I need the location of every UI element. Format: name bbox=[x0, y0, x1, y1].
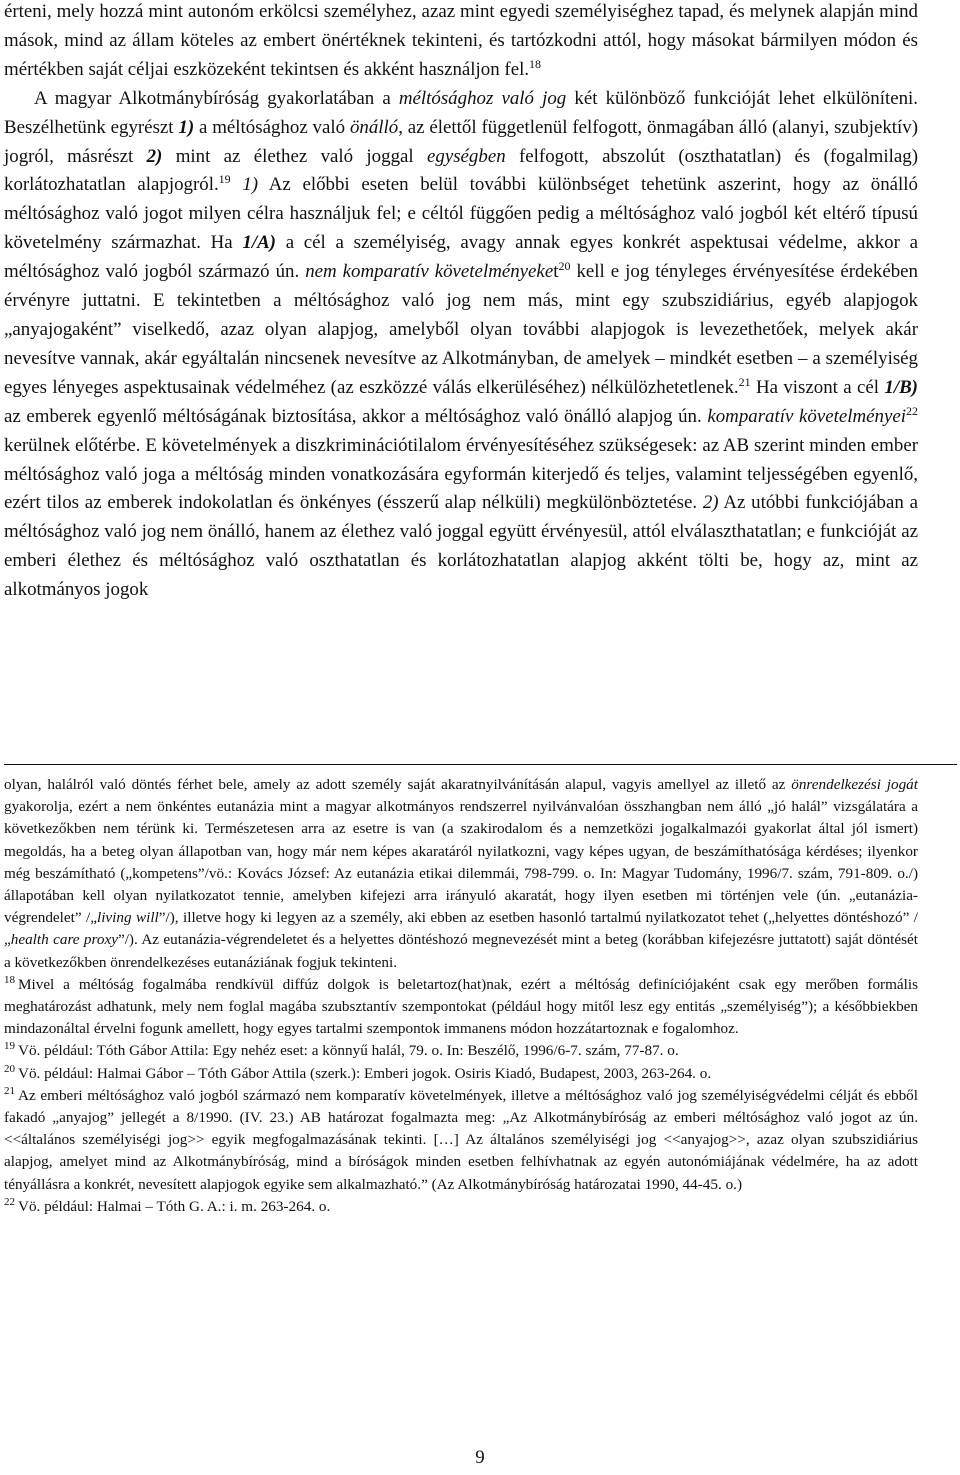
italic-run: önrendelkezési jogát bbox=[791, 776, 918, 793]
italic-run: komparatív követelményei bbox=[707, 405, 906, 427]
footnote-reference: 20 bbox=[4, 1062, 15, 1075]
text-run: ”/). Az eutanázia-végrendeletet és a helyettes döntéshozó megnevezését mint a beteg (korábban kifejezésre juttatott) saját döntését a következőkben önrendelkezéses eutanáziának fogjuk tekinteni. bbox=[4, 931, 919, 971]
page-number: 9 bbox=[475, 1447, 485, 1468]
text-run: kerülnek előtérbe. E követelmények a diszkriminációtilalom érvényesítéséhez szükségesek: az AB szerint minden ember méltósághoz való joga a méltóság minden vonatkozására egyformán kiterjedő és teljes, valamint teljességében egyenlő, ezért tilos az emberek indokolatlan és önkényes (ésszerű alap nélküli) megkülönböztetése. bbox=[4, 434, 918, 514]
footnote-20 bbox=[4, 1063, 918, 1085]
footnote-17-continuation bbox=[4, 774, 918, 974]
text-run bbox=[231, 174, 243, 195]
text-run: A magyar Alkotmánybíróság gyakorlatában a bbox=[34, 87, 399, 109]
footnote-reference: 21 bbox=[738, 374, 751, 389]
footnote-reference: 22 bbox=[906, 403, 918, 418]
footnote-reference: 18 bbox=[529, 56, 542, 71]
bold-italic-run: 1) bbox=[178, 116, 195, 138]
text-run: mint az élethez való joggal bbox=[162, 145, 427, 167]
text-run: Vö. például: Halmai – Tóth G. A.: i. m. 263-264. o. bbox=[18, 1197, 331, 1215]
text-run: a méltósághoz való bbox=[194, 116, 350, 138]
italic-run: 2) bbox=[702, 492, 719, 514]
footnote-reference: 18 bbox=[4, 973, 15, 986]
text-run: két különböző funkcióját lehet elkülöníteni. Beszélhetünk egyrészt bbox=[4, 87, 919, 138]
footnotes bbox=[4, 774, 918, 1218]
text-run: Az utóbbi funkciójában a méltósághoz való jog nem önálló, hanem az élethez való joggal együtt érvényesül, attól elválaszthatatlan; e funkcióját az emberi élethez és méltósághoz való oszthatatlan és korlátozhatatlan alapjog akként tölti be, hogy az, mint az alkotmányos jogok bbox=[4, 492, 918, 601]
italic-run: méltósághoz való jog bbox=[398, 87, 567, 109]
footnote-reference: 19 bbox=[4, 1040, 15, 1053]
footnote-separator bbox=[4, 764, 957, 765]
text-run: Ha viszont a cél bbox=[750, 376, 885, 398]
bold-italic-run: 1/B) bbox=[884, 376, 918, 398]
footnote-21 bbox=[4, 1085, 918, 1196]
footnote-reference: 22 bbox=[4, 1195, 15, 1208]
footnote-reference: 19 bbox=[218, 172, 231, 187]
text-run: Az előbbi eseten belül további különbséget tehetünk aszerint, hogy az önálló méltósághoz való jogot milyen célra használjuk fel; e céltól függően pedig a méltósághoz való jogból két eltérő típusú követelmény származhat. Ha bbox=[4, 174, 918, 254]
italic-run: egységben bbox=[426, 145, 506, 167]
text-run: t bbox=[553, 261, 559, 283]
paragraph-2 bbox=[4, 85, 918, 605]
italic-run: health care proxy bbox=[10, 931, 118, 949]
footnote-18 bbox=[4, 974, 918, 1041]
text-run: Mivel a méltóság fogalmába rendkívül diffúz dolgok is beletartoz(hat)nak, ezért a méltóság definíciójaként csak egy merőben formális meghatározást adhatunk, mely nem foglal magába szubsztantív szempontokat (például hogy mitől lesz egy entitás „személyiség”); a későbbiekben mindazonáltal érvelni fogunk amellett, hogy egyes tartalmi szempontok immanens módon hozzátartoznak e fogalomhoz. bbox=[4, 975, 918, 1038]
text-run: ”/), illetve hogy ki legyen az a személy, aki ebben az esetben hasonló tartalmú nyilatkozatot tehet („helyettes döntéshozó” /„ bbox=[4, 909, 919, 949]
bold-italic-run: 1/A) bbox=[242, 232, 276, 254]
italic-run: 1) bbox=[242, 174, 259, 196]
paragraph-1 bbox=[4, 0, 918, 85]
footnote-reference: 21 bbox=[4, 1084, 15, 1097]
text-run: felfogott, abszolút (oszthatatlan) és (fogalmilag) korlátozhatatlan alapjogról. bbox=[4, 145, 918, 196]
main-text bbox=[4, 0, 918, 605]
italic-run: living will bbox=[96, 909, 159, 927]
text-run: Vö. például: Tóth Gábor Attila: Egy nehéz eset: a könnyű halál, 79. o. In: Beszélő, 1996/6-7. szám, 77-87. o. bbox=[18, 1042, 679, 1060]
italic-run: önálló bbox=[349, 116, 399, 138]
text-run: az emberek egyenlő méltóságának biztosítása, akkor a méltósághoz való önálló alapjog ún. bbox=[4, 405, 708, 427]
text-run: olyan, halálról való döntés férhet bele, amely az adott személy saját akaratnyilvánításán alapul, vagyis amellyel az illető az bbox=[4, 776, 792, 793]
bold-italic-run: 2) bbox=[146, 145, 163, 167]
text-run: gyakorolja, ezért a nem önkéntes eutanázia mint a magyar alkotmányos rendszerrel nyilvánvalóan összhangban nem álló „jó halál” vizsgálatára a következőkben nem térünk ki. Természetesen arra az esetre is van (a szakirodalom és a nemzetközi jogalkalmazói gyakorlat által jól ismert) megoldás, ha a beteg olyan állapotban van, hogy már nem képes akaratáról nyilatkozni, vagy képes ugyan, de beszámíthatósága kérdéses; ilyenkor még beszámítható („kompetens”/vö.: Kovács József: Az eutanázia etikai dilemmái, 798-799. o. In: Magyar Tudomány, 1996/7. szám, 791-809. o./) állapotában kell olyan nyilatkozatot tennie, amelyben kifejezi arra irányuló akaratát, hogy ilyen esetben mi történjen vele (ún. „eutanázia-végrendelet” /„ bbox=[4, 798, 918, 927]
text-run: Az emberi méltósághoz való jogból származó nem komparatív követelmények, illetve a méltósághoz való jog személyiségvédelmi célját és ebből fakadó „anyajog” jellegét a 8/1990. (IV. 23.) AB határozat fogalmazta meg: „Az Alkotmánybíróság az emberi méltósághoz való jogot az ún. <<általános személyiségi jog>> egyik megfogalmazásának tekinti. […] Az általános személyiségi jog <<anyajog>>, azaz olyan szubszidiárius alapjog, amelyet mind az Alkotmánybíróság, mind a bíróságok minden esetben felhívhatnak az egyén autonómiájának védelmére, ha az adott tényállásra a konkrét, nevesített alapjogok egyike sem alkalmazható.” (Az Alkotmánybíróság határozatai 1990, 44-45. o.) bbox=[4, 1086, 918, 1193]
text-run: kell e jog tényleges érvényesítése érdekében érvényre juttatni. E tekintetben a méltósághoz való jog nem más, mint egy szubszidiárius, egyéb alapjogok „anyajogaként” viselkedő, azaz olyan alapjog, amelyből olyan további alapjogok is levezethetőek, melyek akár nevesítve vannak, akár egyáltalán nincsenek nevesítve az Alkotmányban, de amelyek – mindkét esetben – a személyiség egyes lényeges aspektusainak védelméhez (az eszközzé válás elkerüléséhez) nélkülözhetetlenek. bbox=[4, 261, 918, 398]
footnote-reference: 20 bbox=[558, 259, 571, 274]
text-run: , az élettől függetlenül felfogott, önmagában álló (alanyi, szubjektív) jogról, másrészt bbox=[4, 116, 919, 167]
italic-run: nem komparatív követelményeke bbox=[305, 261, 554, 283]
footnote-19 bbox=[4, 1040, 918, 1062]
text-run: Vö. például: Halmai Gábor – Tóth Gábor Attila (szerk.): Emberi jogok. Osiris Kiadó, Budapest, 2003, 263-264. o. bbox=[18, 1064, 712, 1082]
text-run: a cél a személyiség, avagy annak egyes konkrét aspektusai védelme, akkor a méltósághoz való jogból származó ún. bbox=[4, 232, 918, 283]
footnote-22 bbox=[4, 1196, 918, 1218]
text-run: érteni, mely hozzá mint autonóm erkölcsi személyhez, azaz mint egyedi személyiséghez tapad, és melynek alapján mind mások, mind az állam köteles az embert önértéknek tekinteni, és tartózkodni attól, hogy másokat bármilyen módon és mértékben saját céljai eszközeként tekintsen és akként használjon fel. bbox=[4, 1, 918, 80]
